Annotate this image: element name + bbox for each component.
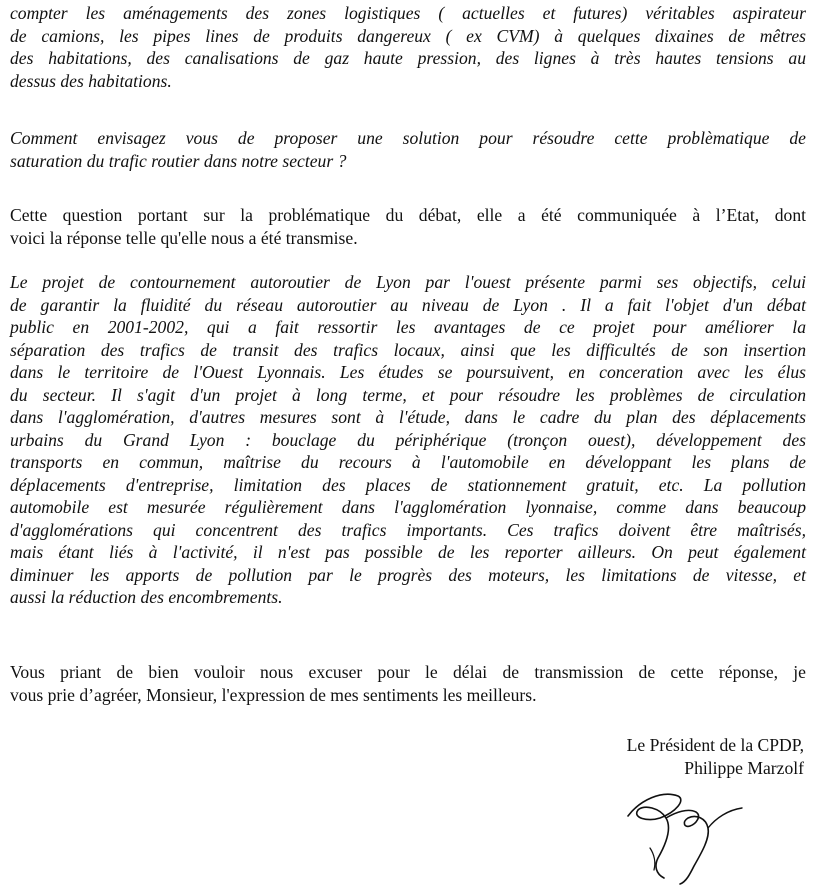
paragraph-closing [10, 661, 806, 706]
text-line: dans l'agglomération, d'autres mesures sont à l'étude, dans le cadre du plan des déplacements [10, 407, 806, 427]
text-line: de garantir la fluidité du réseau autoroutier au niveau de Lyon . Il a fait l'objet d'un débat [10, 294, 806, 315]
text-line: Vous priant de bien vouloir nous excuser pour le délai de transmission de cette réponse, je [10, 662, 806, 682]
text-line: aussi la réduction des encombrements. [10, 587, 283, 607]
paragraph-risks [10, 2, 806, 92]
text-line: séparation des trafics de transit des trafics locaux, ainsi que les difficultés de son insertion [10, 339, 806, 360]
text-line: public en 2001-2002, qui a fait ressortir les avantages de ce projet pour améliorer la [10, 317, 806, 337]
text-line: urbains du Grand Lyon : bouclage du périphérique (tronçon ouest), développement des [10, 429, 806, 450]
paragraph-state-answer [10, 271, 806, 609]
text-line: de camions, les pipes lines de produits dangereux ( ex CVM) à quelques dixaines de mêtres [10, 25, 806, 46]
paragraph-intro-answer [10, 204, 806, 249]
text-line: dessus des habitations. [10, 70, 172, 91]
text-line: vous prie d’agréer, Monsieur, l'expression de mes sentiments les meilleurs. [10, 684, 537, 705]
text-line: saturation du trafic routier dans notre secteur ? [10, 150, 347, 171]
text-line: dans le territoire de l'Ouest Lyonnais. Les études se poursuivent, en conceration avec les élus [10, 362, 806, 382]
text-line: Comment envisagez vous de proposer une solution pour résoudre cette problèmatique de [10, 128, 806, 148]
text-line: automobile est mesurée régulièrement dans l'agglomération lyonnaise, comme dans beaucoup [10, 497, 806, 517]
text-line: mais étant liés à l'activité, il n'est pas possible de les reporter ailleurs. On peut également [10, 542, 806, 562]
text-line: transports en commun, maîtrise du recours à l'automobile en développant les plans de [10, 452, 806, 472]
text-line: du secteur. Il s'agit d'un projet à long terme, et pour résoudre les problèmes de circulation [10, 384, 806, 405]
text-line: Le projet de contournement autoroutier de Lyon par l'ouest présente parmi ses objectifs, celui [10, 272, 806, 292]
text-line: diminuer les apports de pollution par le progrès des moteurs, les limitations de vitesse, et [10, 564, 806, 585]
paragraph-question [10, 127, 806, 172]
signatory-title: Le Président de la CPDP, [626, 735, 804, 755]
text-line: voici la réponse telle qu'elle nous a été transmise. [10, 227, 358, 248]
text-line: Cette question portant sur la problématique du débat, elle a été communiquée à l’Etat, dont [10, 205, 806, 225]
text-line: des habitations, des canalisations de gaz haute pression, des lignes à très hautes tensions au [10, 48, 806, 68]
handwritten-signature [620, 778, 750, 888]
text-line: d'agglomérations qui concentrent des trafics importants. Ces trafics doivent être maîtrisés, [10, 519, 806, 540]
signature-block [627, 734, 804, 780]
text-line: compter les aménagements des zones logistiques ( actuelles et futures) véritables aspirateur [10, 3, 806, 23]
text-line: déplacements d'entreprise, limitation des places de stationnement gratuit, etc. La pollution [10, 474, 806, 495]
signatory-name: Philippe Marzolf [684, 758, 804, 778]
